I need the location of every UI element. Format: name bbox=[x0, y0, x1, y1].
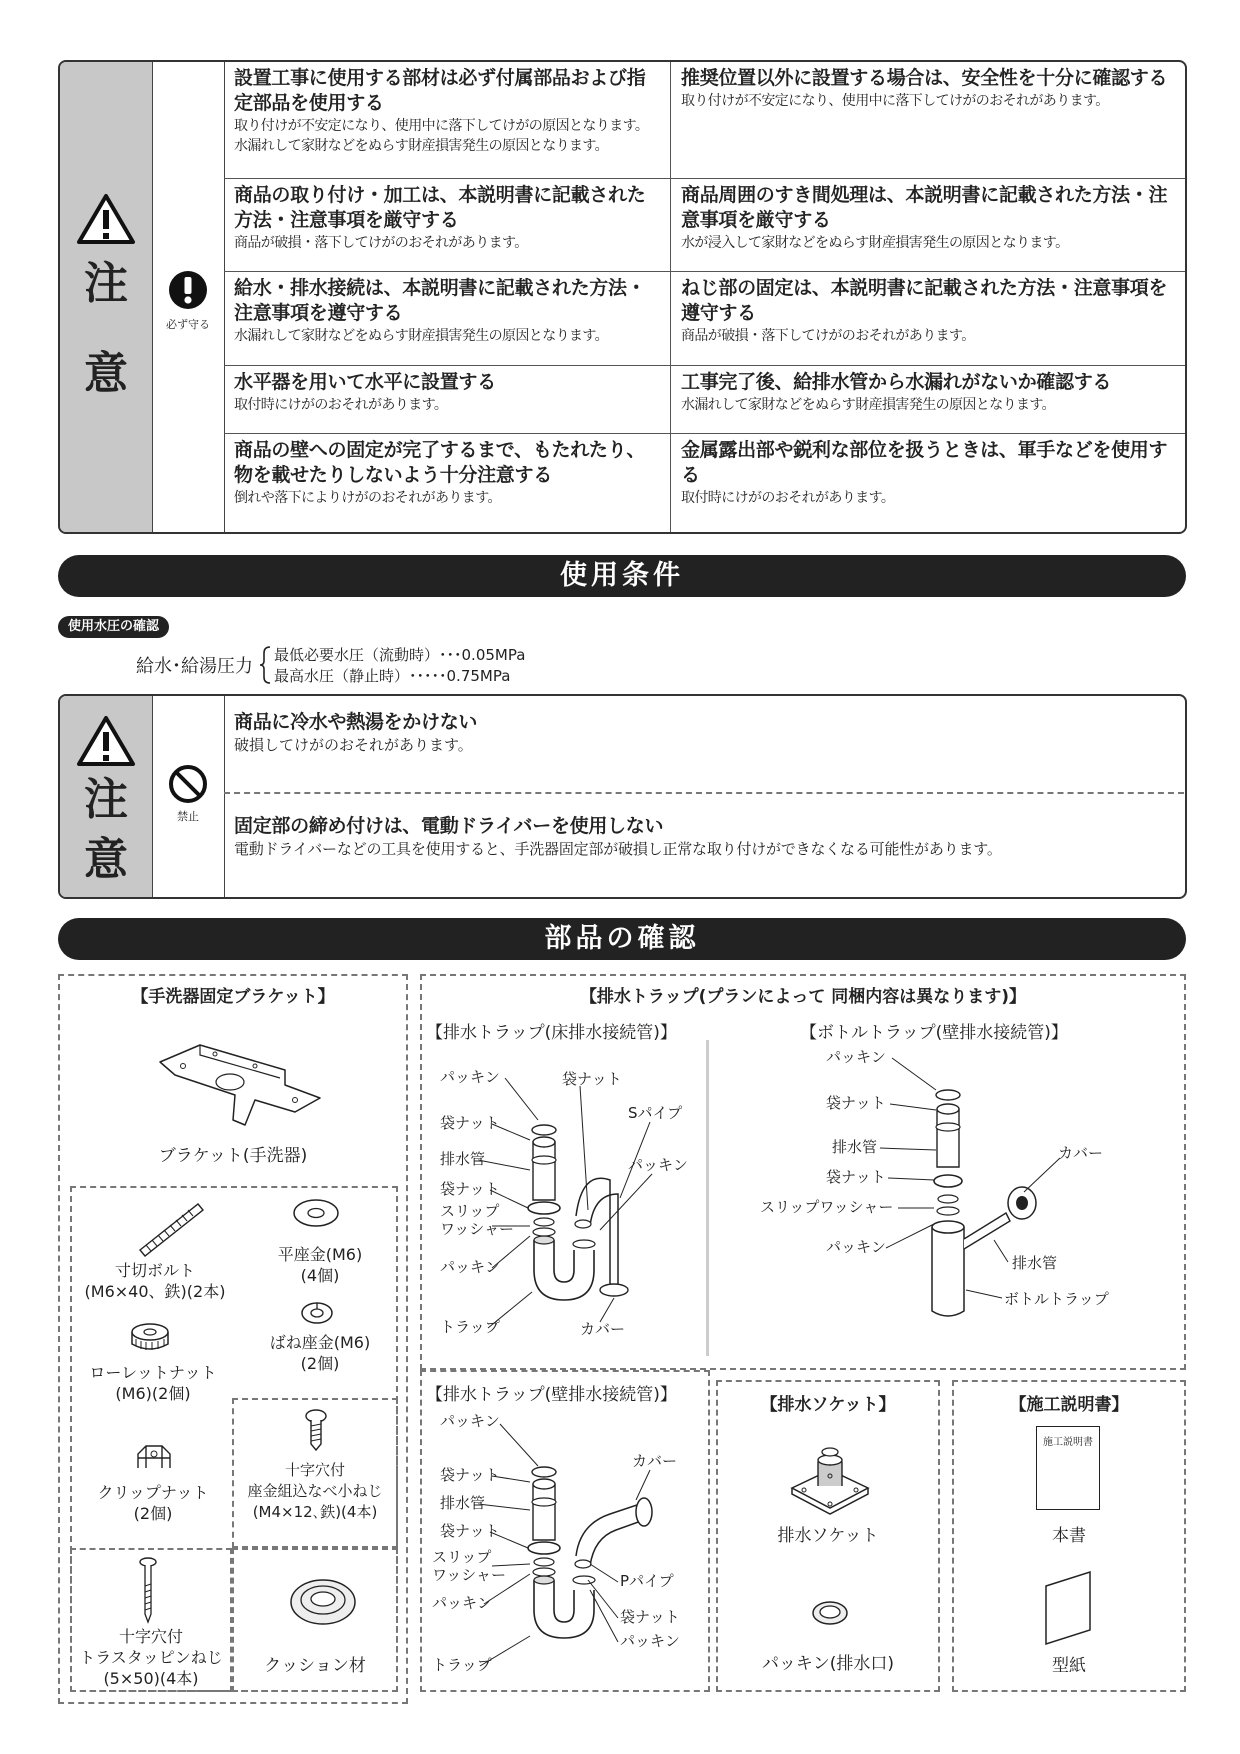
section-title-usage: 使用条件 bbox=[58, 555, 1186, 597]
wall-label-packing-2: パッキン bbox=[432, 1594, 492, 1612]
pressure-label: 給水･給湯圧力 bbox=[136, 656, 253, 677]
wall-label-packing: パッキン bbox=[440, 1412, 500, 1430]
caution-item: 固定部の締め付けは、電動ドライバーを使用しない 電動ドライバーなどの工具を使用すると、手洗器固定部が破損し正常な取り付けができなくなる可能性があります。 bbox=[234, 815, 1002, 858]
socket-header: 【排水ソケット】 bbox=[760, 1395, 896, 1415]
caution-item: 設置工事に使用する部材は必ず付属部品および指定部品を使用する 取り付けが不安定になり、使用中に落下してけがの原因となります。水漏れして家財などをぬらす財産損害発生の原因となります。 bbox=[224, 62, 671, 179]
bracket-name: ブラケット(手洗器) bbox=[158, 1146, 308, 1166]
floor-label-packing: パッキン bbox=[440, 1068, 500, 1086]
caution-item: 商品に冷水や熱湯をかけない 破損してけがのおそれがあります。 bbox=[224, 706, 1184, 794]
caution-item: 推奨位置以外に設置する場合は、安全性を十分に確認する 取り付けが不安定になり、使用中に落下してけがのおそれがあります。 bbox=[671, 62, 1185, 179]
outlet-packing-label: パッキン(排水口) bbox=[761, 1654, 895, 1674]
floor-label-packing-3: パッキン bbox=[628, 1156, 688, 1174]
manual-cover-title: 施工説明書 bbox=[1043, 1437, 1093, 1448]
trap-header: 【排水トラップ(プランによって 同梱内容は異なります)】 bbox=[579, 987, 1027, 1007]
pressure-max: 最高水圧（静止時）･････0.75MPa bbox=[274, 667, 511, 685]
caution-item: 給水・排水接続は、本説明書に記載された方法・注意事項を遵守する 水漏れして家財などをぬらす財産損害発生の原因となります。 bbox=[224, 272, 671, 366]
tapping-screw-label: 十字穴付 トラスタッピンねじ (5×50)(4本) bbox=[79, 1627, 223, 1688]
floor-label-cap-nut: 袋ナット bbox=[440, 1114, 500, 1132]
wall-label-cap-nut-3: 袋ナット bbox=[620, 1608, 680, 1626]
bottle-label-packing-2: パッキン bbox=[826, 1238, 886, 1256]
bottle-label-packing: パッキン bbox=[826, 1048, 886, 1066]
caution-char-bottom: 意 bbox=[84, 348, 128, 399]
wall-label-cap-nut: 袋ナット bbox=[440, 1466, 500, 1484]
manual-illustration bbox=[1036, 1426, 1100, 1510]
water-pressure-badge: 使用水圧の確認 bbox=[58, 616, 169, 638]
trap-floor-header: 【排水トラップ(床排水接続管)】 bbox=[426, 1023, 677, 1043]
bottle-label-cover: カバー bbox=[1058, 1144, 1104, 1162]
caution-char-top: 注 bbox=[84, 774, 128, 825]
bottle-label-drain-pipe-2: 排水管 bbox=[1012, 1254, 1058, 1272]
clip-nut-label: クリップナット (2個) bbox=[97, 1483, 209, 1523]
bottle-label-cap-nut: 袋ナット bbox=[826, 1094, 886, 1112]
manual-label: 本書 bbox=[1052, 1526, 1086, 1546]
caution-char-top: 注 bbox=[84, 258, 128, 309]
flat-washer-label: 平座金(M6) (4個) bbox=[277, 1245, 363, 1285]
bottle-label-cap-nut-2: 袋ナット bbox=[826, 1168, 886, 1186]
manual-header: 【施工説明書】 bbox=[1009, 1395, 1129, 1415]
wall-label-trap: トラップ bbox=[432, 1656, 492, 1674]
caution-item: 商品の壁への固定が完了するまで、もたれたり、物を載せたりしないよう十分注意する 倒れや落下によりけがのおそれがあります。 bbox=[224, 434, 671, 532]
caution-item: 商品の取り付け・加工は、本説明書に記載された方法・注意事項を厳守する 商品が破損・落下してけがのおそれがあります。 bbox=[224, 179, 671, 272]
bracket-header: 【手洗器固定ブラケット】 bbox=[131, 987, 335, 1007]
wall-label-cap-nut-2: 袋ナット bbox=[440, 1522, 500, 1540]
socket-label: 排水ソケット bbox=[777, 1526, 879, 1546]
caution-char-bottom: 意 bbox=[84, 834, 128, 885]
trap-wall-header: 【排水トラップ(壁排水接続管)】 bbox=[426, 1385, 677, 1405]
knurled-nut-label: ローレットナット (M6)(2個) bbox=[89, 1363, 217, 1403]
section-title-parts: 部品の確認 bbox=[58, 918, 1186, 960]
floor-label-slip-washer: スリップ ワッシャー bbox=[440, 1202, 514, 1238]
drain-socket-illustration bbox=[788, 1442, 872, 1518]
wall-label-packing-3: パッキン bbox=[620, 1632, 680, 1650]
wall-label-drain-pipe: 排水管 bbox=[440, 1494, 486, 1512]
floor-label-cap-nut-2: 袋ナット bbox=[440, 1180, 500, 1198]
floor-label-drain-pipe: 排水管 bbox=[440, 1150, 486, 1168]
template-illustration bbox=[1042, 1568, 1096, 1646]
caution-item: 水平器を用いて水平に設置する 取付時にけがのおそれがあります。 bbox=[224, 366, 671, 434]
caution-item: 金属露出部や鋭利な部位を扱うときは、軍手などを使用する 取付時にけがのおそれがあります。 bbox=[681, 439, 1168, 506]
wall-label-cover: カバー bbox=[632, 1452, 678, 1470]
floor-label-s-pipe: Sパイプ bbox=[628, 1104, 683, 1122]
bottle-label-bottle-trap: ボトルトラップ bbox=[1004, 1290, 1109, 1308]
template-label: 型紙 bbox=[1052, 1656, 1086, 1676]
prohibit-label: 禁止 bbox=[177, 810, 199, 823]
mandatory-label: 必ず守る bbox=[166, 318, 210, 331]
bolt-label: 寸切ボルト (M6×40、鉄)(2本) bbox=[84, 1261, 226, 1301]
caution-item: 商品周囲のすき間処理は、本説明書に記載された方法・注意事項を厳守する 水が浸入して家財などをぬらす財産損害発生の原因となります。 bbox=[671, 179, 1185, 272]
caution-item: 工事完了後、給排水管から水漏れがないか確認する 水漏れして家財などをぬらす財産損害発生の原因となります。 bbox=[671, 366, 1185, 434]
pressure-min: 最低必要水圧（流動時）･･･0.05MPa bbox=[274, 646, 526, 664]
floor-label-trap: トラップ bbox=[440, 1318, 500, 1336]
wall-label-p-pipe: Pパイプ bbox=[620, 1572, 674, 1590]
small-screw-label: 十字穴付 座金組込なべ小ねじ (M4×12､鉄)(4本) bbox=[247, 1461, 383, 1521]
floor-label-cap-nut-3: 袋ナット bbox=[562, 1070, 622, 1088]
outlet-packing-illustration bbox=[810, 1598, 850, 1628]
bottle-label-slip-washer: スリップワッシャー bbox=[760, 1198, 894, 1216]
spring-washer-label: ばね座金(M6) (2個) bbox=[269, 1333, 371, 1373]
cushion-label: クッション材 bbox=[264, 1656, 366, 1676]
trap-bottle-header: 【ボトルトラップ(壁排水接続管)】 bbox=[800, 1023, 1068, 1043]
floor-label-cover: カバー bbox=[580, 1320, 626, 1338]
caution-item: ねじ部の固定は、本説明書に記載された方法・注意事項を遵守する 商品が破損・落下してけがのおそれがあります。 bbox=[671, 272, 1185, 366]
wall-label-slip-washer: スリップ ワッシャー bbox=[432, 1548, 506, 1584]
floor-label-packing-2: パッキン bbox=[440, 1258, 500, 1276]
bottle-label-drain-pipe: 排水管 bbox=[832, 1138, 878, 1156]
